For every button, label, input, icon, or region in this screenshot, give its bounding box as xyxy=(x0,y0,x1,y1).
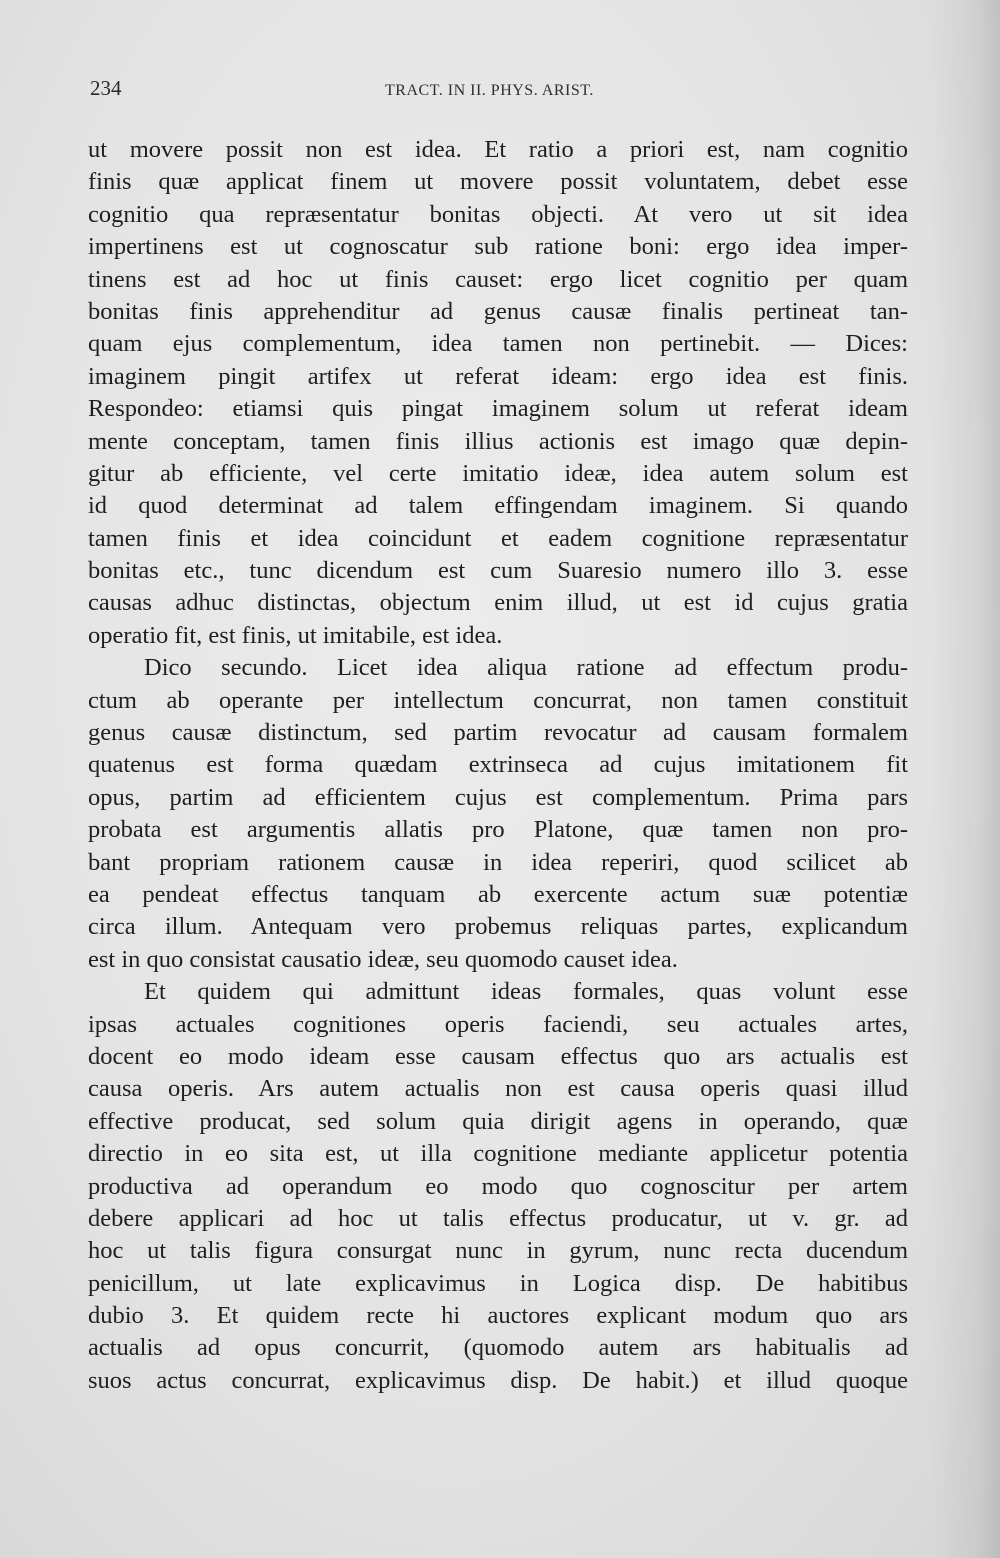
running-head xyxy=(90,76,910,106)
text-line: penicillum, ut late explicavimus in Logica disp. De habitibus xyxy=(88,1269,908,1297)
text-line: circa illum. Antequam vero probemus reliquas partes, explicandum xyxy=(88,913,908,941)
text-line: cognitio qua repræsentatur bonitas objecti. At vero ut sit idea xyxy=(88,200,908,228)
text-line: operatio fit, est finis, ut imitabile, est idea. xyxy=(88,621,503,649)
text-line: actualis ad opus concurrit, (quomodo autem ars habitualis ad xyxy=(88,1334,908,1362)
text-line: mente conceptam, tamen finis illius actionis est imago quæ depin- xyxy=(88,427,908,455)
text-line: impertinens est ut cognoscatur sub ratione boni: ergo idea imper- xyxy=(88,233,908,261)
text-line: genus causæ distinctum, sed partim revocatur ad causam formalem xyxy=(88,719,908,747)
text-line: ipsas actuales cognitiones operis faciendi, seu actuales artes, xyxy=(88,1010,908,1038)
text-line: Et quidem qui admittunt ideas formales, quas volunt esse xyxy=(144,978,908,1006)
running-title: TRACT. IN II. PHYS. ARIST. xyxy=(385,82,594,99)
text-line: dubio 3. Et quidem recte hi auctores explicant modum quo ars xyxy=(88,1302,908,1330)
text-line: bonitas etc., tunc dicendum est cum Suaresio numero illo 3. esse xyxy=(88,557,908,585)
text-line: est in quo consistat causatio ideæ, seu quomodo causet idea. xyxy=(88,945,678,973)
text-line: docent eo modo ideam esse causam effectus quo ars actualis est xyxy=(88,1042,908,1070)
page-number: 234 xyxy=(90,76,122,100)
text-line: causas adhuc distinctas, objectum enim illud, ut est id cujus gratia xyxy=(88,589,908,617)
text-line: opus, partim ad efficientem cujus est complementum. Prima pars xyxy=(88,783,908,811)
text-line: probata est argumentis allatis pro Platone, quæ tamen non pro- xyxy=(88,816,908,844)
text-line: ea pendeat effectus tanquam ab exercente actum suæ potentiæ xyxy=(88,880,908,908)
text-line: bonitas finis apprehenditur ad genus causæ finalis pertineat tan- xyxy=(88,297,908,325)
text-line: productiva ad operandum eo modo quo cognoscitur per artem xyxy=(88,1172,908,1200)
text-line: quatenus est forma quædam extrinseca ad cujus imitationem fit xyxy=(88,751,908,779)
text-line: Respondeo: etiamsi quis pingat imaginem solum ut referat ideam xyxy=(88,395,908,423)
text-line: directio in eo sita est, ut illa cognitione mediante applicetur potentia xyxy=(88,1140,908,1168)
text-line: bant propriam rationem causæ in idea reperiri, quod scilicet ab xyxy=(88,848,908,876)
text-line: quam ejus complementum, idea tamen non pertinebit. — Dices: xyxy=(88,330,908,358)
text-line: tamen finis et idea coincidunt et eadem cognitione repræsentatur xyxy=(88,524,908,552)
page-gutter-shadow xyxy=(930,0,1000,1558)
text-line: Dico secundo. Licet idea aliqua ratione ad effectum produ- xyxy=(144,654,908,682)
text-line: finis quæ applicat finem ut movere possit voluntatem, debet esse xyxy=(88,168,908,196)
text-line: effective producat, sed solum quia dirigit agens in operando, quæ xyxy=(88,1107,908,1135)
text-line: imaginem pingit artifex ut referat ideam: ergo idea est finis. xyxy=(88,362,908,390)
text-line: id quod determinat ad talem effingendam imaginem. Si quando xyxy=(88,492,908,520)
text-line: gitur ab efficiente, vel certe imitatio ideæ, idea autem solum est xyxy=(88,459,908,487)
text-line: hoc ut talis figura consurgat nunc in gyrum, nunc recta ducendum xyxy=(88,1237,908,1265)
text-line: ut movere possit non est idea. Et ratio a priori est, nam cognitio xyxy=(88,136,908,163)
text-line: ctum ab operante per intellectum concurrat, non tamen constituit xyxy=(88,686,908,714)
text-line: tinens est ad hoc ut finis causet: ergo licet cognitio per quam xyxy=(88,265,908,293)
text-line: debere applicari ad hoc ut talis effectus producatur, ut v. gr. ad xyxy=(88,1204,908,1232)
text-line: causa operis. Ars autem actualis non est causa operis quasi illud xyxy=(88,1075,908,1103)
body-text xyxy=(88,134,908,1397)
text-line: suos actus concurrat, explicavimus disp. De habit.) et illud quoque xyxy=(88,1366,908,1394)
